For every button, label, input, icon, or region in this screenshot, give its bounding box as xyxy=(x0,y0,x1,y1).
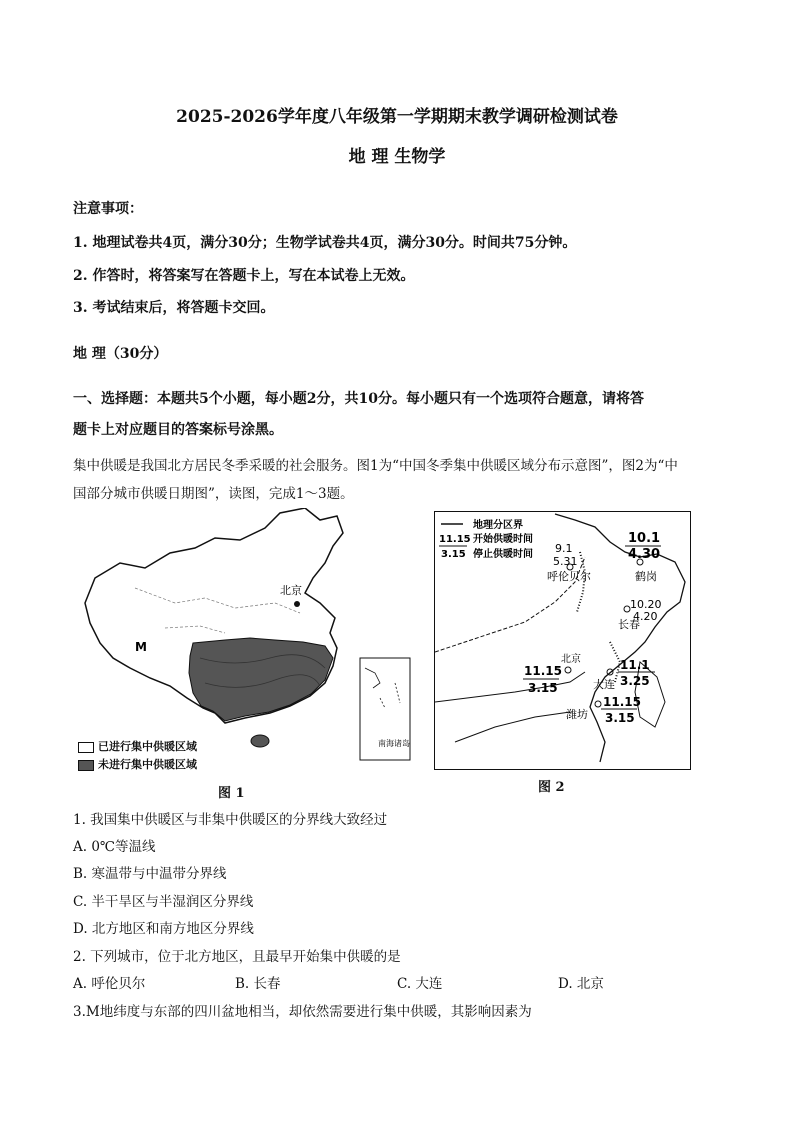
beijing2-start: 11.15 xyxy=(524,664,562,678)
dalian-stop: 3.25 xyxy=(620,674,650,688)
hulunbuir-stop: 5.31 xyxy=(553,555,578,568)
hulunbuir-start: 9.1 xyxy=(555,542,573,555)
question-2-option-a: A. 呼伦贝尔 xyxy=(73,976,146,992)
question-2-option-b: B. 长春 xyxy=(235,976,281,992)
legend-boundary: 地理分区界 xyxy=(473,520,523,531)
inset-label: 南海诸岛 xyxy=(378,739,410,748)
question-3-stem: 3.M地纬度与东部的四川盆地相当，却依然需要进行集中供暖，其影响因素为 xyxy=(73,1004,532,1020)
figure-1-legend xyxy=(78,738,197,772)
beijing2-name: 北京 xyxy=(561,654,581,665)
figure-2-map xyxy=(434,511,691,770)
changchun-stop: 4.20 xyxy=(633,610,658,623)
legend-done: 已进行集中供暖区域 xyxy=(78,738,197,754)
intro-line1: 集中供暖是我国北方居民冬季采暖的社会服务。图1为“中国冬季集中供暖区域分布示意图”，图2为“中 xyxy=(73,458,678,474)
legend-not-swatch xyxy=(78,760,94,771)
weifang-start: 11.15 xyxy=(603,695,641,709)
figure-2-caption: 图 2 xyxy=(538,780,565,795)
notes-heading: 注意事项： xyxy=(73,201,143,217)
exam-subtitle: 地 理 生物学 xyxy=(348,147,446,167)
question-1-option-c: C. 半干旱区与半湿润区分界线 xyxy=(73,894,254,910)
changchun-start: 10.20 xyxy=(630,598,662,611)
question-1-option-d: D. 北方地区和南方地区分界线 xyxy=(73,921,254,937)
legend-not: 未进行集中供暖区域 xyxy=(78,756,197,772)
question-2-option-c: C. 大连 xyxy=(397,976,443,992)
beijing2-stop: 3.15 xyxy=(528,681,558,695)
exam-title: 2025-2026学年度八年级第一学期期末教学调研检测试卷 xyxy=(176,107,618,127)
hulunbuir-name: 呼伦贝尔 xyxy=(547,570,591,583)
legend-stop-date: 3.15 xyxy=(441,549,466,560)
intro-line2: 国部分城市供暖日期图”，读图，完成1～3题。 xyxy=(73,486,354,502)
part-instruction-line2: 题卡上对应题目的答案标号涂黑。 xyxy=(73,422,283,438)
dalian-name: 大连 xyxy=(593,678,615,691)
weifang-name: 潍坊 xyxy=(566,708,588,721)
hegang-stop: 4.30 xyxy=(628,547,661,562)
legend-start-text: 开始供暖时间 xyxy=(473,534,533,545)
beijing-label: 北京 xyxy=(280,584,302,597)
note-item-1: 1. 地理试卷共4页，满分30分；生物学试卷共4页，满分30分。时间共75分钟。 xyxy=(73,235,577,251)
legend-start-date: 11.15 xyxy=(439,534,471,545)
weifang-stop: 3.15 xyxy=(605,711,635,725)
note-item-2: 2. 作答时，将答案写在答题卡上，写在本试卷上无效。 xyxy=(73,268,415,284)
part-instruction-line1: 一、选择题：本题共5个小题，每小题2分，共10分。每小题只有一个选项符合题意，请将答 xyxy=(73,391,644,407)
legend-done-swatch xyxy=(78,742,94,753)
hegang-start: 10.1 xyxy=(628,531,661,546)
m-label: M xyxy=(135,640,147,654)
changchun-name: 长春 xyxy=(618,618,640,631)
dalian-start: 11.1 xyxy=(620,658,650,672)
subject-heading: 地 理（30分） xyxy=(73,346,168,362)
question-1-stem: 1. 我国集中供暖区与非集中供暖区的分界线大致经过 xyxy=(73,812,388,828)
question-1-option-b: B. 寒温带与中温带分界线 xyxy=(73,866,227,882)
figure-1-map xyxy=(75,508,420,768)
note-item-3: 3. 考试结束后，将答题卡交回。 xyxy=(73,300,275,316)
question-1-option-a: A. 0℃等温线 xyxy=(73,839,156,855)
question-2-stem: 2. 下列城市，位于北方地区，且最早开始集中供暖的是 xyxy=(73,949,401,965)
legend-stop-text: 停止供暖时间 xyxy=(473,549,533,560)
question-2-option-d: D. 北京 xyxy=(558,976,604,992)
hegang-name: 鹤岗 xyxy=(635,570,657,583)
figure-1-caption: 图 1 xyxy=(218,786,245,801)
